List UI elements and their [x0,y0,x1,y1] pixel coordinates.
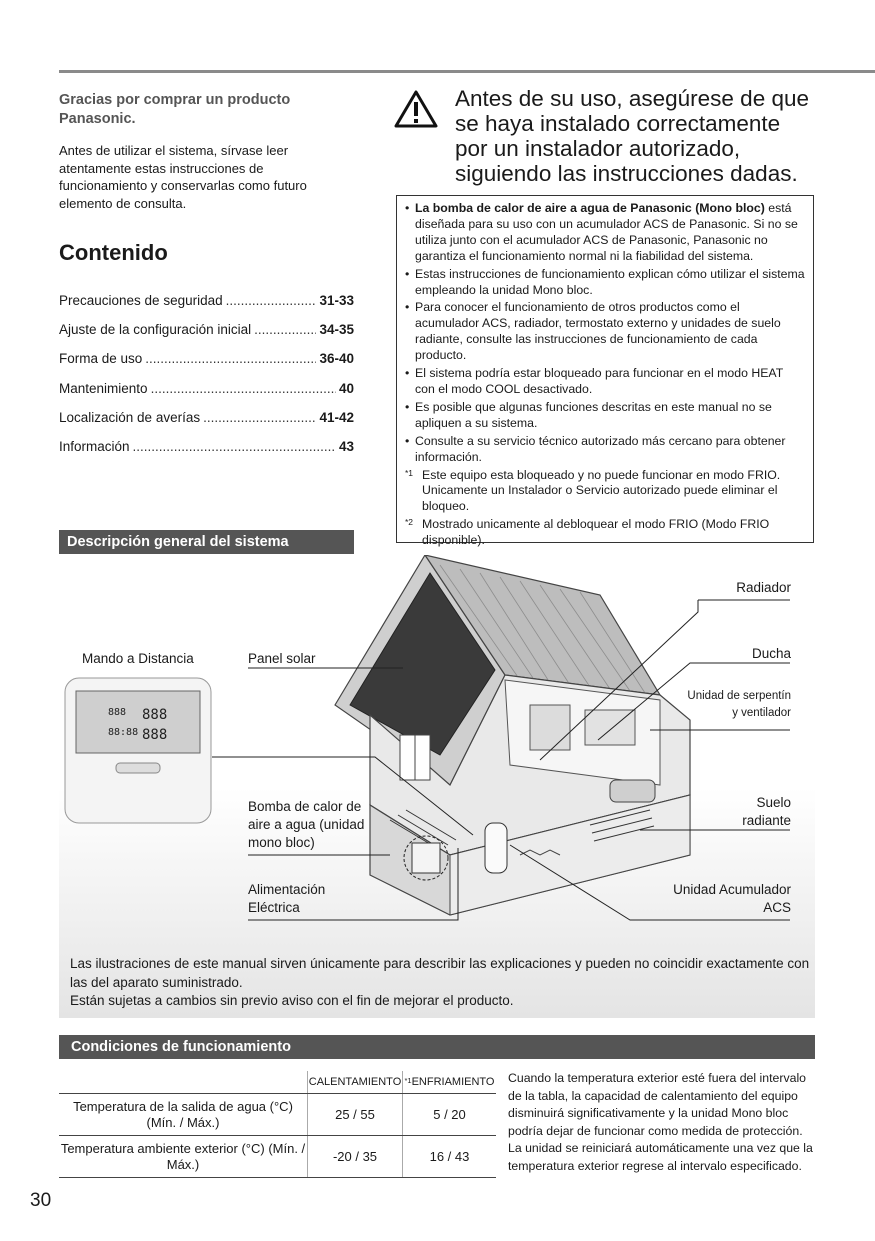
toc-item[interactable] [59,350,354,379]
toc-pages: 34-35 [319,322,354,338]
note-item [405,201,805,265]
toc-label: Ajuste de la configuración inicial [59,322,252,338]
label-shower: Ducha [751,646,791,661]
label-remote-controller: Mando a Distancia [82,651,194,666]
toc-label: Información [59,438,130,454]
disclaimer-line: Las ilustraciones de este manual sirven únicamente para describir las explicaciones y pueden no coincidir exactamente con las del aparato suministrado. [70,956,810,990]
label-radiator: Radiador [736,580,791,595]
note-item: • El sistema podría estar bloqueado para funcionar en el modo HEAT con el modo COOL desactivado. [405,366,805,398]
footnote [405,517,805,549]
table-of-contents [59,292,354,467]
footnote-mark: *1 [405,467,414,478]
label-floor-heating: Suelo radiante [742,795,791,828]
toc-item[interactable] [59,380,354,409]
conditions-section-title: Condiciones de funcionamiento [59,1035,815,1059]
note-item: • Estas instrucciones de funcionamiento explican cómo utilizar el sistema empleando la unidad Mono bloc. [405,267,805,299]
label-dhw-tank: Unidad Acumulador ACS [673,882,791,915]
toc-item[interactable] [59,409,354,438]
label-fan-coil: Unidad de serpentín y ventilador [687,690,791,719]
footnote [405,468,805,516]
intro-paragraph: Antes de utilizar el sistema, sírvase leer atentamente estas instrucciones de funcionamiento y conservarlas como futuro elemento de consulta. [59,143,307,211]
conditions-note: Cuando la temperatura exterior esté fuera del intervalo de la tabla, la capacidad de calentamiento del equipo disminuirá significativamente y la unidad Mono bloc podría dejar de funcionar como medida de protección. La unidad se reiniciará automáticamente una vez que la temperatura exterior regrese al intervalo especificado. [508,1071,813,1173]
footnote-mark: *2 [405,517,414,528]
svg-text:888: 888 [142,707,168,723]
toc-label: Precauciones de seguridad [59,293,223,308]
toc-pages: 43 [338,438,354,454]
cell-cool: 5 / 20 [403,1094,497,1136]
toc-pages: 40 [338,380,354,396]
thanks-heading: Gracias por comprar un producto Panasonic. [59,92,291,127]
contents-title: Contenido [59,240,168,265]
toc-pages: 41-42 [319,409,354,425]
note-text: está diseñada para su uso con un acumulador ACS de Panasonic. Si no se utiliza junto con el acumulador ACS de Panasonic, Panasonic no garantiza el funcionamiento normal ni la fiabilidad del sistema. [415,201,798,263]
footnote-text: Este equipo esta bloqueado y no puede funcionar en modo FRIO. Unicamente un Instalador o Servicio autorizado puede eliminar el bloqueo. [422,467,781,514]
svg-text:888: 888 [142,727,168,743]
disclaimer-line: Están sujetas a cambios sin previo aviso con el fin de mejorar el producto. [70,993,514,1008]
toc-label: Localización de averías [59,409,201,425]
toc-item[interactable] [59,292,354,321]
toc-item[interactable] [59,321,354,350]
note-item: • Es posible que algunas funciones descritas en este manual no se apliquen a su sistema. [405,400,805,432]
table-header-row [59,1071,496,1094]
toc-label: Forma de uso [59,351,143,367]
cell-cool: 16 / 43 [403,1136,497,1178]
col-cooling: $^{*1}$ENFRIAMIENTO [403,1071,497,1094]
footnote-text: Mostrado unicamente al debloquear el modo FRIO (Modo FRIO disponible). [422,517,770,548]
cell-heat: 25 / 55 [308,1094,403,1136]
overview-section-title: Descripción general del sistema [59,530,354,554]
illustration-disclaimer [70,955,810,1011]
note-bold: La bomba de calor de aire a agua de Panasonic (Mono bloc) [415,201,765,215]
table-row [59,1136,496,1178]
col-heating: CALENTAMIENTO [308,1071,403,1094]
house-illustration [330,555,730,925]
label-heat-pump: Bomba de calor de aire a agua (unidad mono bloc) [248,799,365,850]
toc-pages: 36-40 [319,351,354,367]
note-item: • Consulte a su servicio técnico autorizado más cercano para obtener información. [405,434,805,466]
table-row [59,1094,496,1136]
remote-controller-image [64,677,212,824]
label-solar-panel: Panel solar [248,651,316,666]
toc-pages: 31-33 [319,293,354,308]
warning-text: Antes de su uso, asegúrese de que se haya instalado correctamente por un instalador autorizado, siguiendo las instrucciones dadas. [455,86,810,186]
toc-label: Mantenimiento [59,380,148,396]
warning-triangle-icon [394,89,438,129]
svg-text:888: 888 [108,707,127,718]
top-rule [59,70,875,73]
conditions-table [59,1071,496,1178]
cell-heat: -20 / 35 [308,1136,403,1178]
svg-text:88:88: 88:88 [108,727,139,738]
notes-box [396,195,814,548]
toc-item[interactable] [59,438,354,467]
row-label: Temperatura de la salida de agua (°C) (Mín. / Máx.) [59,1094,308,1136]
page-number: 30 [30,1190,52,1211]
note-item: • Para conocer el funcionamiento de otros productos como el acumulador ACS, radiador, termostato externo y unidades de suelo radiante, consulte las instrucciones de funcionamiento de cada producto. [405,300,805,364]
label-power-supply: Alimentación Eléctrica [248,882,326,915]
row-label: Temperatura ambiente exterior (°C) (Mín. / Máx.) [59,1136,308,1178]
